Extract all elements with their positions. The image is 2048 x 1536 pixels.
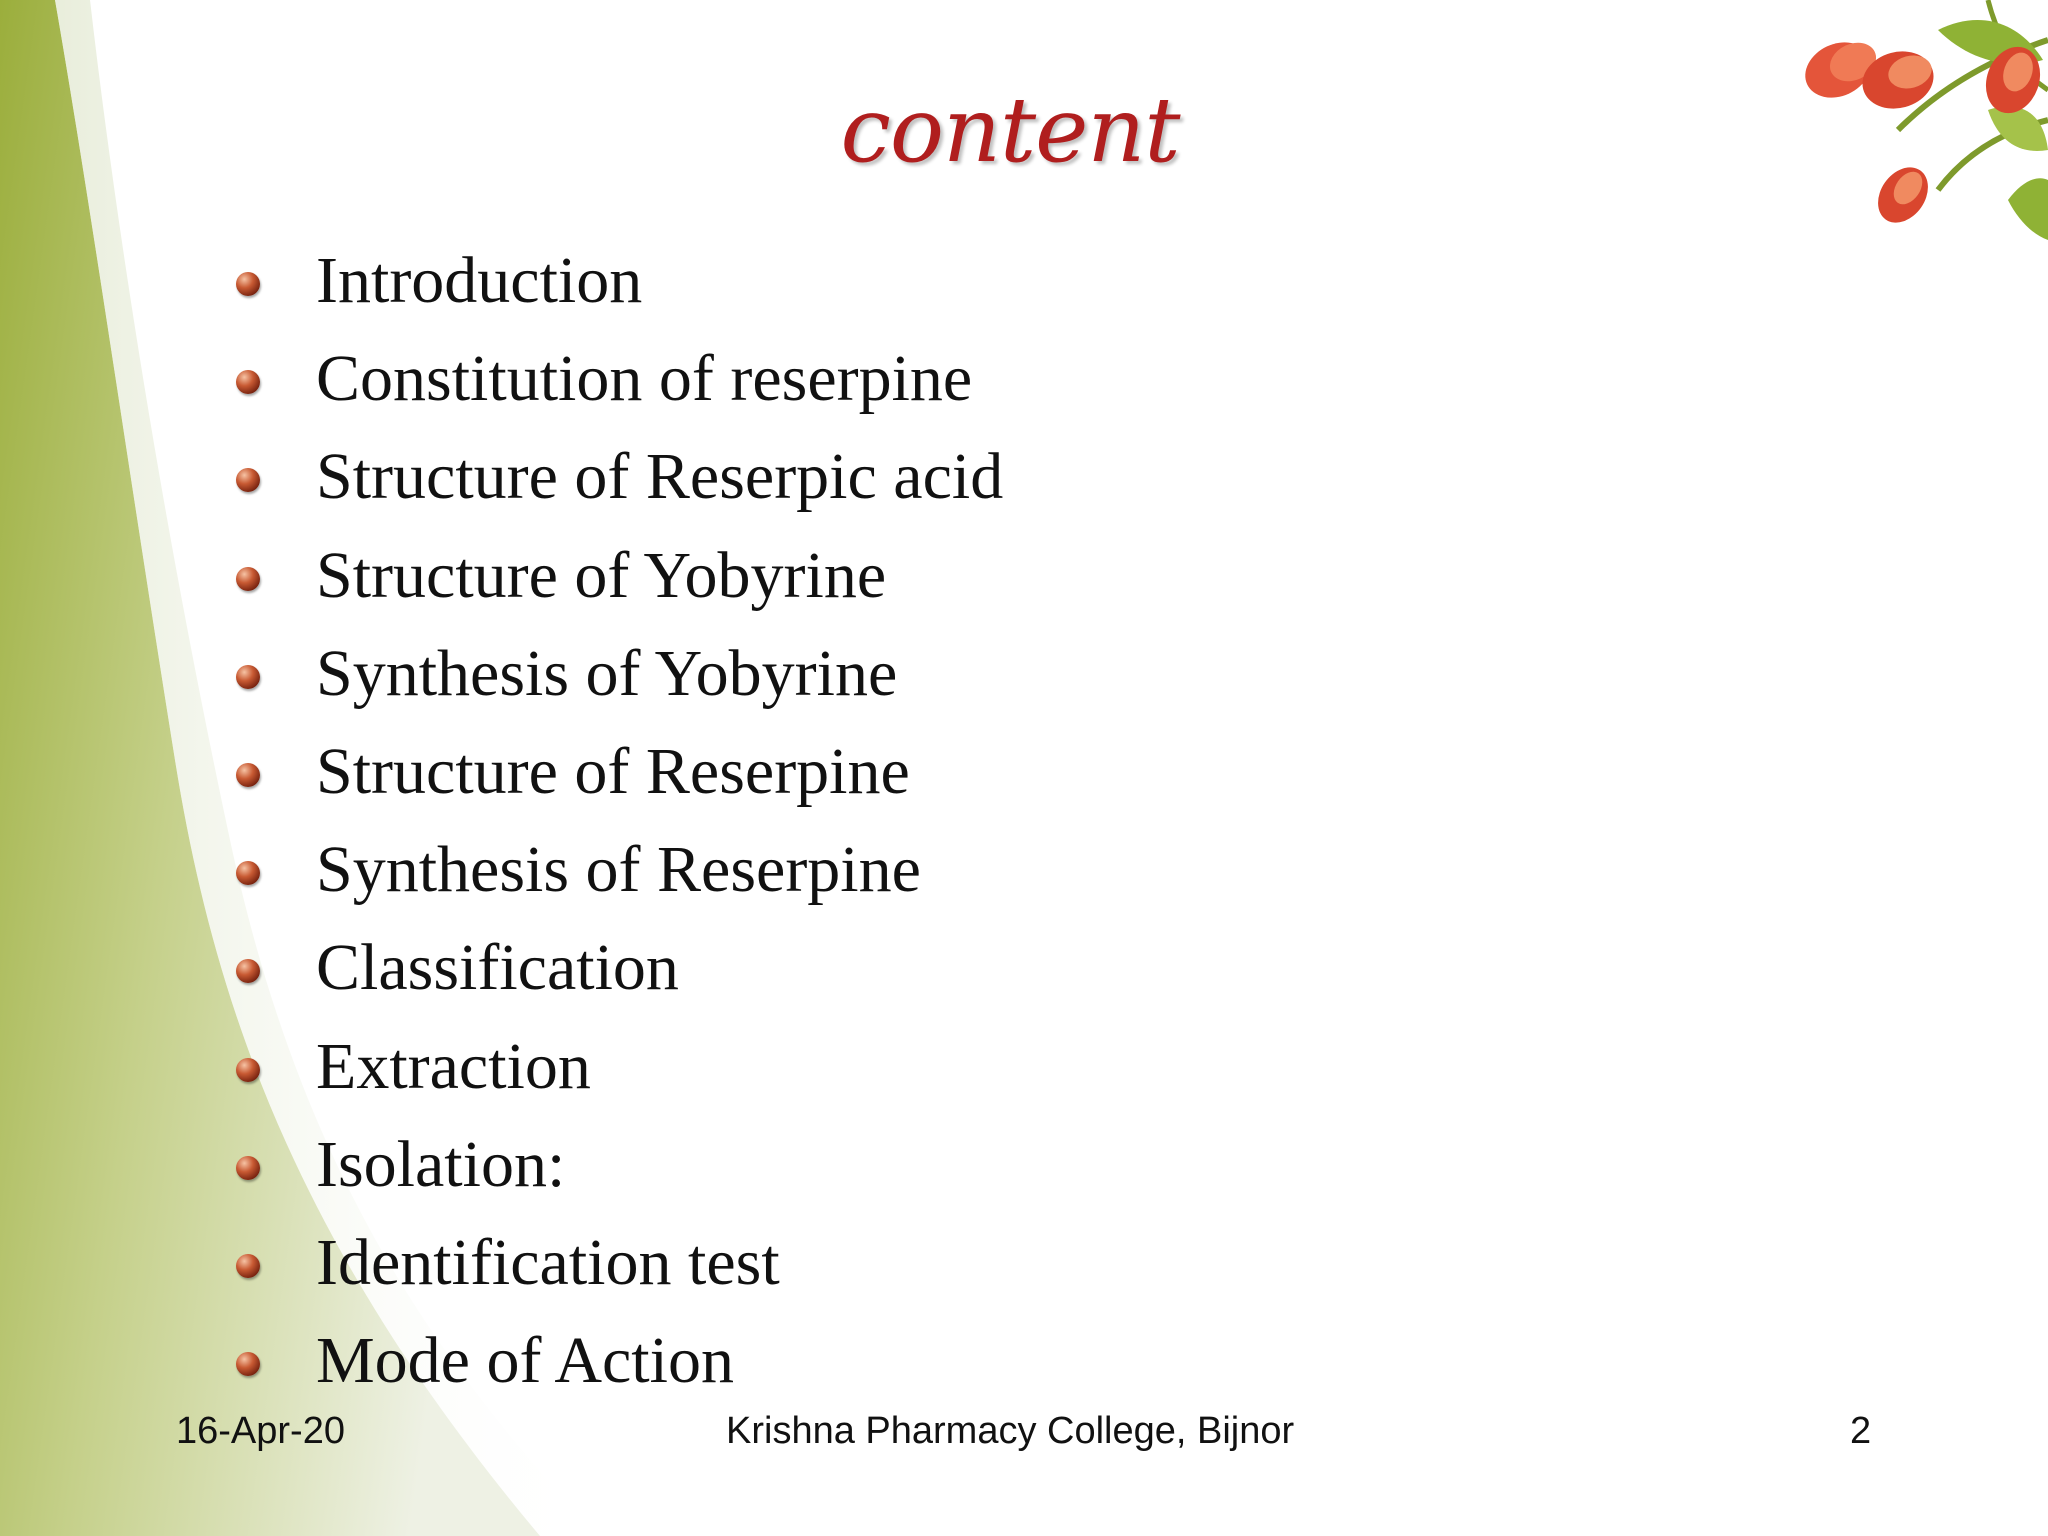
list-item-text: Structure of Yobyrine [316, 538, 887, 612]
list-item [236, 723, 1003, 821]
list-item [236, 1116, 1003, 1214]
bullet-sphere-icon [236, 468, 260, 492]
list-item-text: Identification test [316, 1225, 780, 1299]
list-item-text: Mode of Action [316, 1324, 734, 1398]
list-item-text: Constitution of reserpine [316, 342, 973, 416]
list-item-text: Isolation: [316, 1127, 566, 1201]
list-item [236, 428, 1003, 526]
list-item-text: Introduction [316, 244, 643, 318]
list-item-text: Synthesis of Yobyrine [316, 636, 898, 710]
list-item [236, 919, 1003, 1017]
list-item [236, 330, 1003, 428]
bullet-sphere-icon [236, 861, 260, 885]
list-item-text: Synthesis of Reserpine [316, 833, 921, 907]
bullet-sphere-icon [236, 1156, 260, 1180]
page-number: 2 [1850, 1410, 1872, 1452]
list-item [236, 1214, 1003, 1312]
list-item [236, 527, 1003, 625]
list-item [236, 625, 1003, 723]
content-list [236, 232, 1003, 1410]
bullet-sphere-icon [236, 1352, 260, 1376]
list-item [236, 821, 1003, 919]
list-item-text: Structure of Reserpine [316, 735, 910, 809]
bullet-sphere-icon [236, 370, 260, 394]
bullet-sphere-icon [236, 1254, 260, 1278]
tulip-flowers-icon [1688, 0, 2048, 250]
footer-institution: Krishna Pharmacy College, Bijnor [726, 1410, 1295, 1452]
bullet-sphere-icon [236, 763, 260, 787]
list-item [236, 232, 1003, 330]
footer-date: 16-Apr-20 [176, 1410, 345, 1452]
bullet-sphere-icon [236, 567, 260, 591]
list-item [236, 1018, 1003, 1116]
list-item-text: Classification [316, 931, 679, 1005]
bullet-sphere-icon [236, 1058, 260, 1082]
list-item-text: Extraction [316, 1029, 591, 1103]
bullet-sphere-icon [236, 959, 260, 983]
slide-title: content [840, 78, 1180, 183]
list-item [236, 1312, 1003, 1410]
bullet-sphere-icon [236, 272, 260, 296]
list-item-text: Structure of Reserpic acid [316, 440, 1004, 514]
bullet-sphere-icon [236, 665, 260, 689]
